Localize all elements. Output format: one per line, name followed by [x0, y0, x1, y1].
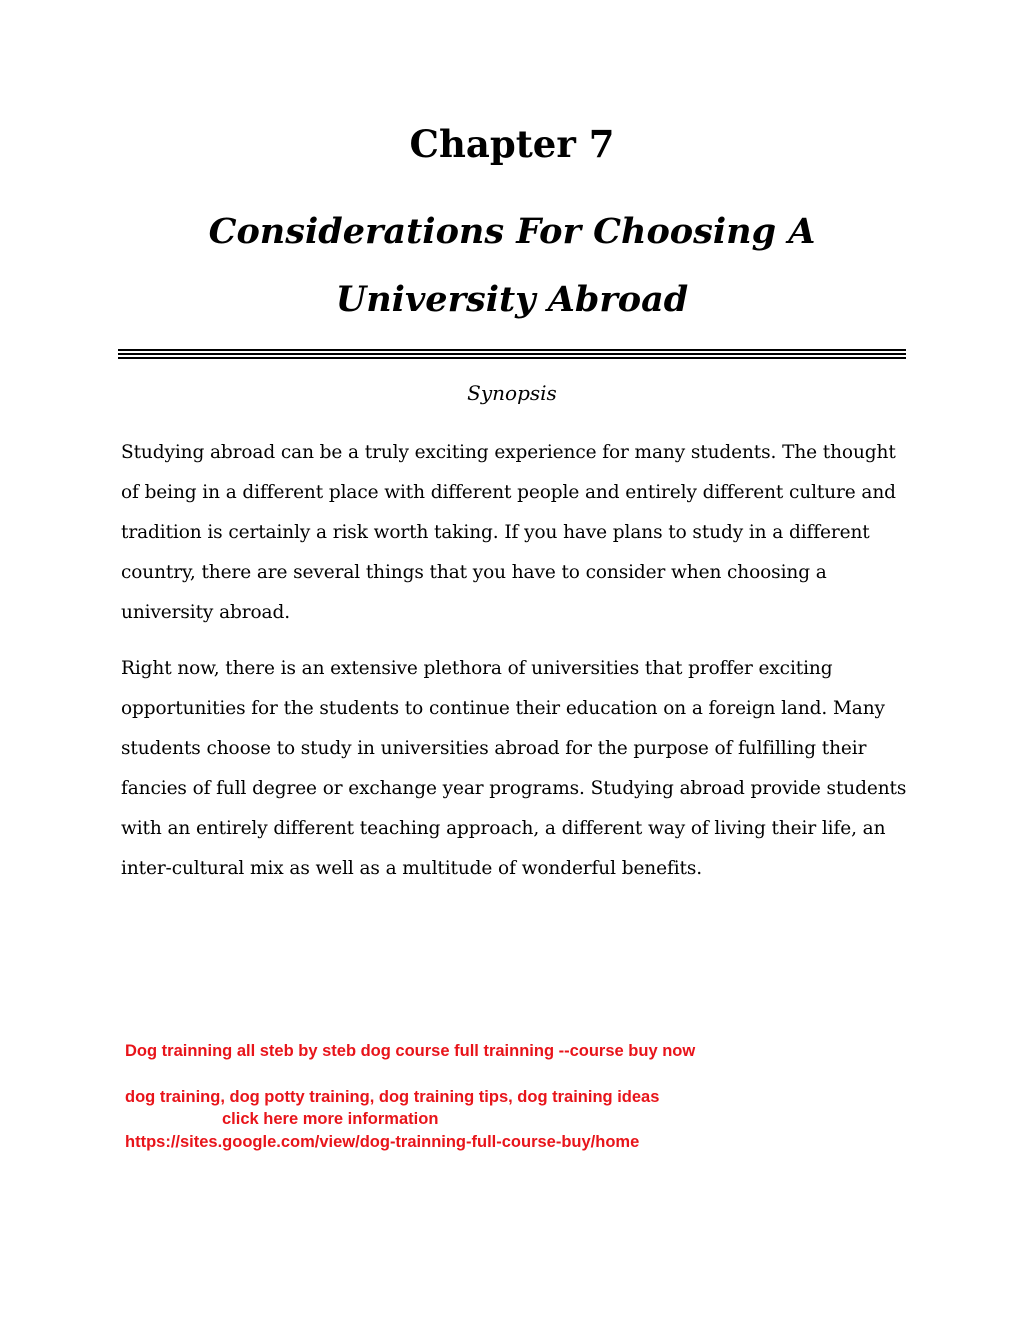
body-paragraph: Studying abroad can be a truly exciting experience for many students. The thought of being in a different place with different people and entirely different culture and tradition is certainly a risk worth taking. If you have plans to study in a different country, there are several things that you have to consider when choosing a university abroad.	[121, 442, 896, 623]
synopsis-heading: Synopsis	[467, 381, 557, 405]
promo-line-keywords: dog training, dog potty training, dog training tips, dog training ideas	[125, 1088, 660, 1106]
chapter-title: Chapter 7	[409, 122, 615, 166]
chapter-subtitle: Considerations For Choosing A University Abroad	[208, 211, 816, 320]
promo-line-course: Dog trainning all steb by steb dog course full trainning --course buy now	[125, 1042, 696, 1060]
double-rule-divider	[118, 349, 906, 360]
body-paragraph: Right now, there is an extensive plethora of universities that proffer exciting opportunities for the students to continue their education on a foreign land. Many students choose to study in universities abroad for the purpose of fulfilling their fancies of full degree or exchange year programs. Studying abroad provide students with an entirely different teaching approach, a different way of living their life, an inter-cultural mix as well as a multitude of wonderful benefits.	[121, 658, 907, 879]
promo-line-click-here: click here more information	[222, 1110, 439, 1128]
promo-link-url[interactable]: https://sites.google.com/view/dog-trainning-full-course-buy/home	[125, 1133, 640, 1151]
